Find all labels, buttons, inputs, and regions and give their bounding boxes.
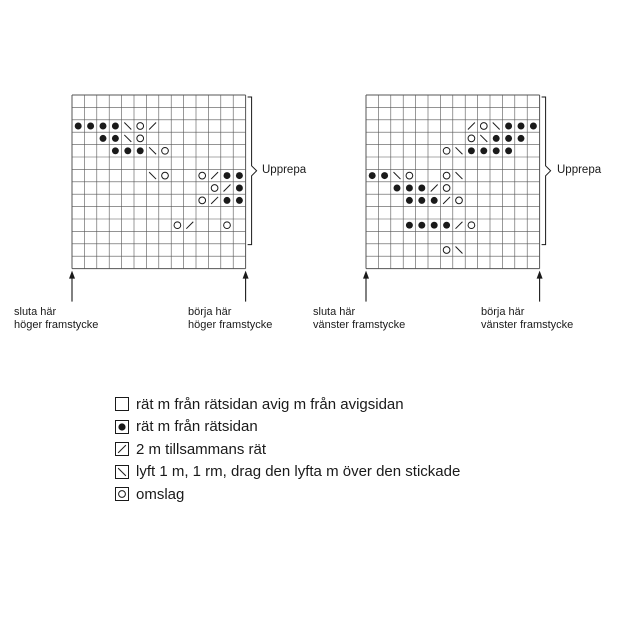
start-stop-arrow-right-0 [363, 271, 369, 302]
cell-right-r10c4-dot [418, 222, 425, 229]
cell-left-r4c3-dot [112, 147, 119, 154]
cell-left-r6c12-dot [224, 172, 231, 179]
cell-right-r8c3-dot [406, 197, 413, 204]
cell-left-r7c12-k2tog [224, 185, 231, 192]
cell-right-r7c6-yarn-over [443, 185, 450, 192]
slash-square-icon [115, 442, 129, 456]
cell-right-r6c3-yarn-over [406, 172, 413, 179]
cell-right-r2c11-dot [505, 123, 512, 130]
cell-left-r6c10-yarn-over [199, 172, 206, 179]
cell-right-r4c6-yarn-over [443, 147, 450, 154]
cell-left-r4c4-dot [124, 147, 131, 154]
cell-right-r7c4-dot [418, 185, 425, 192]
cell-right-r2c9-yarn-over [480, 123, 487, 130]
start-stop-arrow-left-0 [69, 271, 75, 302]
cell-right-r4c7-skpo [456, 147, 463, 154]
cell-left-r8c11-k2tog [211, 197, 218, 204]
stop-label-left-front: sluta här vänster framstycke [313, 306, 406, 331]
cell-right-r2c12-dot [518, 123, 525, 130]
cell-left-r10c12-yarn-over [224, 222, 231, 229]
cell-right-r3c10-dot [493, 135, 500, 142]
cell-right-r3c12-dot [518, 135, 525, 142]
cell-right-r10c8-yarn-over [468, 222, 475, 229]
cell-left-r2c3-dot [112, 123, 119, 130]
cell-right-r4c8-dot [468, 147, 475, 154]
cell-left-r7c11-yarn-over [211, 185, 218, 192]
cell-right-r8c6-k2tog [443, 197, 450, 204]
cell-right-r4c9-dot [480, 147, 487, 154]
cell-left-r6c11-k2tog [211, 172, 218, 179]
repeat-label-right-chart: Upprepa [557, 164, 602, 176]
cell-right-r2c10-skpo [493, 123, 500, 130]
chart-grid-left [72, 95, 246, 269]
cell-right-r8c7-yarn-over [456, 197, 463, 204]
cell-right-r4c10-dot [493, 147, 500, 154]
cell-right-r10c7-k2tog [456, 222, 463, 229]
cell-left-r7c13-dot [236, 185, 243, 192]
legend-row-empty [115, 393, 460, 416]
chart-left [69, 95, 257, 302]
start-stop-arrow-left-1 [243, 271, 249, 302]
cell-left-r6c13-dot [236, 172, 243, 179]
cell-right-r12c7-skpo [456, 247, 463, 254]
legend-row-circle [115, 483, 460, 506]
cell-right-r6c1-dot [381, 172, 388, 179]
cell-right-r6c2-skpo [394, 172, 401, 179]
cell-right-r3c9-skpo [480, 135, 487, 142]
cell-left-r8c12-dot [224, 197, 231, 204]
legend-text-empty: rät m från rätsidan avig m från avigsidan [136, 395, 404, 413]
cell-right-r2c13-dot [530, 123, 537, 130]
cell-right-r8c4-dot [418, 197, 425, 204]
cell-right-r3c8-yarn-over [468, 135, 475, 142]
cell-right-r7c3-dot [406, 185, 413, 192]
cell-left-r2c6-k2tog [149, 123, 156, 130]
cell-left-r3c2-dot [100, 135, 107, 142]
cell-left-r2c5-yarn-over [137, 123, 144, 130]
cell-left-r8c10-yarn-over [199, 197, 206, 204]
dot-square-icon [115, 420, 129, 434]
cell-right-r2c8-k2tog [468, 123, 475, 130]
cell-left-r10c8-yarn-over [174, 222, 181, 229]
cell-right-r7c5-k2tog [431, 185, 438, 192]
stop-label-right-front: sluta här höger framstycke [14, 306, 99, 331]
cell-right-r12c6-yarn-over [443, 247, 450, 254]
cell-left-r6c6-skpo [149, 172, 156, 179]
cell-left-r3c3-dot [112, 135, 119, 142]
chart-right [363, 95, 551, 302]
cell-left-r2c2-dot [100, 123, 107, 130]
repeat-label-left-chart: Upprepa [262, 164, 307, 176]
cell-right-r8c5-dot [431, 197, 438, 204]
repeat-bracket-right [542, 97, 551, 245]
cell-left-r4c7-yarn-over [162, 147, 169, 154]
legend-text-dot: rät m från rätsidan [136, 418, 258, 436]
backslash-square-icon [115, 465, 129, 479]
start-label-left-front: börja här vänster framstycke [481, 306, 574, 331]
cell-left-r8c13-dot [236, 197, 243, 204]
legend-text-circle: omslag [136, 485, 185, 503]
cell-right-r6c0-dot [369, 172, 376, 179]
cell-left-r2c4-skpo [124, 123, 131, 130]
cell-left-r2c0-dot [75, 123, 82, 130]
legend-text-slash: 2 m tillsammans rät [136, 440, 267, 458]
cell-right-r10c6-dot [443, 222, 450, 229]
repeat-bracket-left [248, 97, 257, 245]
symbol-legend [115, 393, 460, 506]
legend-row-dot [115, 416, 460, 439]
cell-left-r3c5-yarn-over [137, 135, 144, 142]
cell-left-r2c1-dot [87, 123, 94, 130]
cell-right-r10c5-dot [431, 222, 438, 229]
circle-square-icon [115, 487, 129, 501]
cell-left-r4c6-skpo [149, 147, 156, 154]
cell-right-r10c3-dot [406, 222, 413, 229]
legend-row-backslash [115, 461, 460, 484]
cell-right-r6c7-skpo [456, 172, 463, 179]
cell-right-r4c11-dot [505, 147, 512, 154]
chart-grid-right [366, 95, 540, 269]
start-stop-arrow-right-1 [537, 271, 543, 302]
empty-square-icon [115, 397, 129, 411]
start-label-right-front: börja här höger framstycke [188, 306, 273, 331]
cell-right-r6c6-yarn-over [443, 172, 450, 179]
cell-left-r10c9-k2tog [186, 222, 193, 229]
cell-left-r6c7-yarn-over [162, 172, 169, 179]
cell-left-r4c5-dot [137, 147, 144, 154]
cell-left-r3c4-skpo [124, 135, 131, 142]
legend-text-backslash: lyft 1 m, 1 rm, drag den lyfta m över den stickade [136, 463, 461, 481]
cell-right-r3c11-dot [505, 135, 512, 142]
legend-row-slash [115, 438, 460, 461]
cell-right-r7c2-dot [394, 185, 401, 192]
